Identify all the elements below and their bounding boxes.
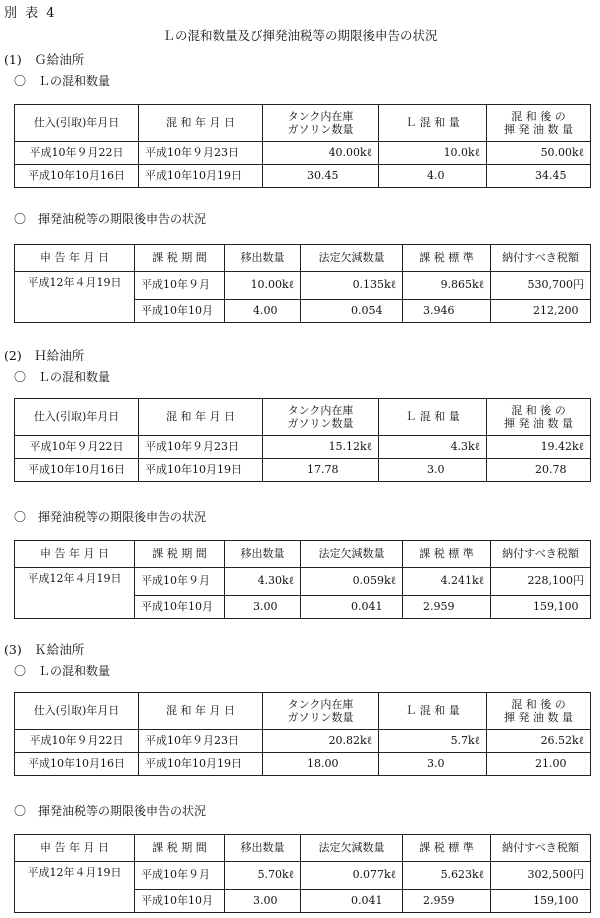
header-volatile-oil-amount: 混 和 後 の 揮 発 油 数 量 (487, 693, 591, 730)
tax-header-row (15, 245, 591, 272)
table-row (15, 272, 591, 300)
mix-subheading: 〇 Ｌの混和数量 (14, 74, 111, 88)
cell-tax-period: 平成10年９月 (135, 862, 225, 890)
header-tax-period: 課 税 期 間 (135, 835, 225, 862)
cell-tax-base: 2.959 (403, 889, 491, 912)
appendix-label: 別 表 4 (4, 6, 57, 21)
table-row (15, 165, 591, 188)
cell-tax-due: 212,200 (491, 299, 591, 322)
cell-purchase-date: 平成10年10月16日 (15, 459, 139, 482)
cell-filing-date: 平成12年４月19日 (15, 272, 135, 300)
cell-loss: 0.041 (301, 889, 403, 912)
cell-after-mix: 26.52kℓ (487, 730, 591, 753)
table-row (15, 568, 591, 596)
cell-filing-date-blank (15, 889, 135, 912)
table-row (15, 889, 591, 912)
cell-after-mix: 34.45 (487, 165, 591, 188)
cell-purchase-date: 平成10年10月16日 (15, 165, 139, 188)
cell-tax-due: 159,100 (491, 889, 591, 912)
cell-after-mix: 20.78 (487, 459, 591, 482)
cell-filing-date-blank (15, 595, 135, 618)
header-mix-date: 混 和 年 月 日 (139, 399, 263, 436)
header-shipment-amount: 移出数量 (225, 835, 301, 862)
cell-l-mix: 5.7kℓ (379, 730, 487, 753)
table-row (15, 753, 591, 776)
header-mix-date: 混 和 年 月 日 (139, 105, 263, 142)
document-title: Ｌの混和数量及び揮発油税等の期限後申告の状況 (162, 28, 438, 43)
cell-tax-base: 5.623kℓ (403, 862, 491, 890)
header-filing-date: 申 告 年 月 日 (15, 835, 135, 862)
cell-tax-due: 530,700円 (491, 272, 591, 300)
mix-table (14, 398, 591, 482)
cell-mix-date: 平成10年９月23日 (139, 730, 263, 753)
cell-tax-period: 平成10年９月 (135, 568, 225, 596)
header-l-mix-amount: Ｌ 混 和 量 (379, 105, 487, 142)
cell-loss: 0.041 (301, 595, 403, 618)
header-l-mix-amount: Ｌ 混 和 量 (379, 693, 487, 730)
cell-tax-period: 平成10年10月 (135, 595, 225, 618)
table-row (15, 730, 591, 753)
header-tax-period: 課 税 期 間 (135, 245, 225, 272)
tax-subheading: 〇 揮発油税等の期限後申告の状況 (14, 804, 207, 818)
cell-after-mix: 21.00 (487, 753, 591, 776)
tax-table (14, 244, 591, 323)
cell-shipment: 5.70kℓ (225, 862, 301, 890)
cell-shipment: 3.00 (225, 889, 301, 912)
table-row (15, 436, 591, 459)
tax-subheading: 〇 揮発油税等の期限後申告の状況 (14, 510, 207, 524)
cell-tank-stock: 20.82kℓ (263, 730, 379, 753)
header-l-mix-amount: Ｌ 混 和 量 (379, 399, 487, 436)
cell-shipment: 4.00 (225, 299, 301, 322)
mix-subheading: 〇 Ｌの混和数量 (14, 370, 111, 384)
header-tax-base: 課 税 標 準 (403, 835, 491, 862)
cell-shipment: 3.00 (225, 595, 301, 618)
section-heading: (3) Ｋ給油所 (4, 642, 85, 657)
tax-table (14, 540, 591, 619)
cell-tax-base: 9.865kℓ (403, 272, 491, 300)
header-mix-date: 混 和 年 月 日 (139, 693, 263, 730)
mix-header-row (15, 105, 591, 142)
header-tax-due: 納付すべき税額 (491, 541, 591, 568)
cell-l-mix: 4.3kℓ (379, 436, 487, 459)
header-statutory-loss: 法定欠減数量 (301, 541, 403, 568)
cell-after-mix: 19.42kℓ (487, 436, 591, 459)
cell-loss: 0.135kℓ (301, 272, 403, 300)
header-filing-date: 申 告 年 月 日 (15, 245, 135, 272)
cell-purchase-date: 平成10年９月22日 (15, 730, 139, 753)
cell-tax-due: 302,500円 (491, 862, 591, 890)
mix-subheading: 〇 Ｌの混和数量 (14, 664, 111, 678)
cell-purchase-date: 平成10年９月22日 (15, 142, 139, 165)
mix-table (14, 104, 591, 188)
cell-l-mix: 10.0kℓ (379, 142, 487, 165)
cell-mix-date: 平成10年９月23日 (139, 436, 263, 459)
header-tax-due: 納付すべき税額 (491, 835, 591, 862)
cell-l-mix: 4.0 (379, 165, 487, 188)
cell-tax-period: 平成10年９月 (135, 272, 225, 300)
cell-purchase-date: 平成10年９月22日 (15, 436, 139, 459)
cell-tax-base: 4.241kℓ (403, 568, 491, 596)
header-purchase-date: 仕入(引取)年月日 (15, 105, 139, 142)
header-tank-stock: タンク内在庫 ガソリン数量 (263, 399, 379, 436)
cell-tax-due: 228,100円 (491, 568, 591, 596)
cell-tax-period: 平成10年10月 (135, 299, 225, 322)
mix-header-row (15, 693, 591, 730)
cell-mix-date: 平成10年10月19日 (139, 753, 263, 776)
cell-filing-date-blank (15, 299, 135, 322)
header-tax-period: 課 税 期 間 (135, 541, 225, 568)
cell-purchase-date: 平成10年10月16日 (15, 753, 139, 776)
section-heading: (2) Ｈ給油所 (4, 348, 85, 363)
cell-tax-base: 2.959 (403, 595, 491, 618)
header-purchase-date: 仕入(引取)年月日 (15, 693, 139, 730)
cell-mix-date: 平成10年10月19日 (139, 459, 263, 482)
tax-subheading: 〇 揮発油税等の期限後申告の状況 (14, 212, 207, 226)
cell-tank-stock: 30.45 (263, 165, 379, 188)
tax-header-row (15, 541, 591, 568)
cell-tax-due: 159,100 (491, 595, 591, 618)
section-heading: (1) Ｇ給油所 (4, 52, 85, 67)
cell-loss: 0.054 (301, 299, 403, 322)
header-statutory-loss: 法定欠減数量 (301, 245, 403, 272)
header-tank-stock: タンク内在庫 ガソリン数量 (263, 105, 379, 142)
header-purchase-date: 仕入(引取)年月日 (15, 399, 139, 436)
cell-shipment: 4.30kℓ (225, 568, 301, 596)
cell-l-mix: 3.0 (379, 753, 487, 776)
table-row (15, 459, 591, 482)
header-statutory-loss: 法定欠減数量 (301, 835, 403, 862)
cell-tax-period: 平成10年10月 (135, 889, 225, 912)
header-tax-due: 納付すべき税額 (491, 245, 591, 272)
cell-mix-date: 平成10年10月19日 (139, 165, 263, 188)
header-tax-base: 課 税 標 準 (403, 541, 491, 568)
cell-l-mix: 3.0 (379, 459, 487, 482)
tax-header-row (15, 835, 591, 862)
header-filing-date: 申 告 年 月 日 (15, 541, 135, 568)
header-tax-base: 課 税 標 準 (403, 245, 491, 272)
header-tank-stock: タンク内在庫 ガソリン数量 (263, 693, 379, 730)
table-row (15, 595, 591, 618)
cell-filing-date: 平成12年４月19日 (15, 568, 135, 596)
header-volatile-oil-amount: 混 和 後 の 揮 発 油 数 量 (487, 399, 591, 436)
cell-tax-base: 3.946 (403, 299, 491, 322)
table-row (15, 142, 591, 165)
cell-filing-date: 平成12年４月19日 (15, 862, 135, 890)
cell-tank-stock: 17.78 (263, 459, 379, 482)
cell-loss: 0.059kℓ (301, 568, 403, 596)
mix-header-row (15, 399, 591, 436)
cell-tank-stock: 15.12kℓ (263, 436, 379, 459)
tax-table (14, 834, 591, 913)
cell-after-mix: 50.00kℓ (487, 142, 591, 165)
cell-mix-date: 平成10年９月23日 (139, 142, 263, 165)
cell-loss: 0.077kℓ (301, 862, 403, 890)
mix-table (14, 692, 591, 776)
table-row (15, 299, 591, 322)
header-volatile-oil-amount: 混 和 後 の 揮 発 油 数 量 (487, 105, 591, 142)
cell-tank-stock: 18.00 (263, 753, 379, 776)
table-row (15, 862, 591, 890)
header-shipment-amount: 移出数量 (225, 245, 301, 272)
header-shipment-amount: 移出数量 (225, 541, 301, 568)
cell-tank-stock: 40.00kℓ (263, 142, 379, 165)
cell-shipment: 10.00kℓ (225, 272, 301, 300)
